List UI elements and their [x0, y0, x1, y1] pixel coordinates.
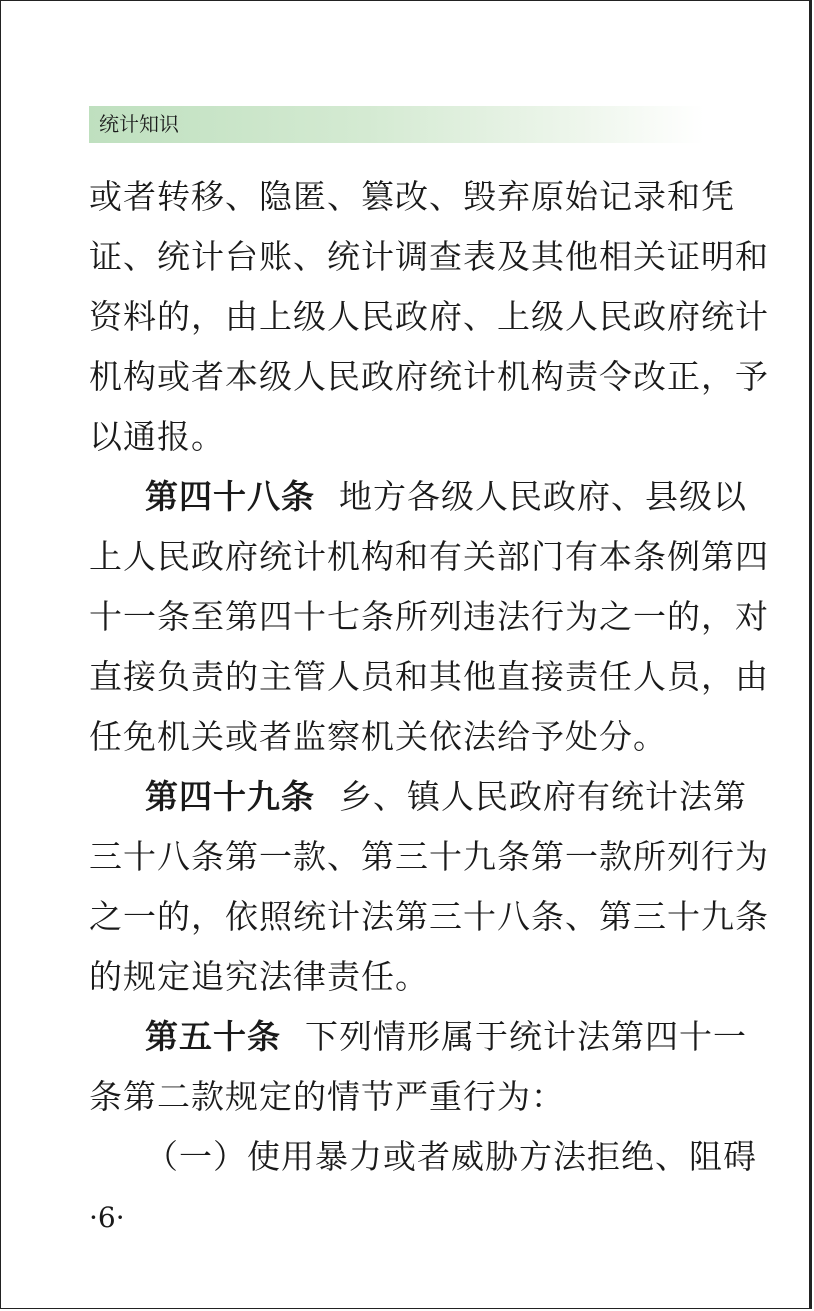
page-number: ·6·: [89, 1201, 125, 1234]
text-line: 任免机关或者监察机关依法给予处分。: [89, 717, 667, 756]
text-line: 以通报。: [89, 417, 225, 456]
text-line: 条第二款规定的情节严重行为：: [89, 1077, 565, 1116]
article-heading: 第四十九条: [145, 777, 315, 816]
section-title: 统计知识: [99, 112, 179, 136]
text-line: 证、统计台账、统计调查表及其他相关证明和: [89, 237, 769, 276]
text-line: 三十八条第一款、第三十九条第一款所列行为: [89, 837, 769, 876]
text-line: 机构或者本级人民政府统计机构责令改正，予: [89, 357, 769, 396]
list-item-line: （一）使用暴力或者威胁方法拒绝、阻碍: [145, 1137, 757, 1176]
article-body: [89, 167, 769, 1187]
text-line: 十一条至第四十七条所列违法行为之一的，对: [89, 597, 769, 636]
text-line: 的规定追究法律责任。: [89, 957, 429, 996]
text-line: 之一的，依照统计法第三十八条、第三十九条: [89, 897, 769, 936]
article-heading: 第四十八条: [145, 477, 315, 516]
text-line: 上人民政府统计机构和有关部门有本条例第四: [89, 537, 769, 576]
header-band: [89, 106, 704, 143]
text-line: 直接负责的主管人员和其他直接责任人员，由: [89, 657, 769, 696]
article-48-first-line: 第四十八条 地方各级人民政府、县级以: [145, 477, 747, 516]
text-line: 资料的，由上级人民政府、上级人民政府统计: [89, 297, 769, 336]
text-line: 或者转移、隐匿、篡改、毁弃原始记录和凭: [89, 177, 735, 216]
article-50-first-line: 第五十条 下列情形属于统计法第四十一: [145, 1017, 747, 1056]
article-49-first-line: 第四十九条 乡、镇人民政府有统计法第: [145, 777, 747, 816]
article-heading: 第五十条: [145, 1017, 281, 1056]
